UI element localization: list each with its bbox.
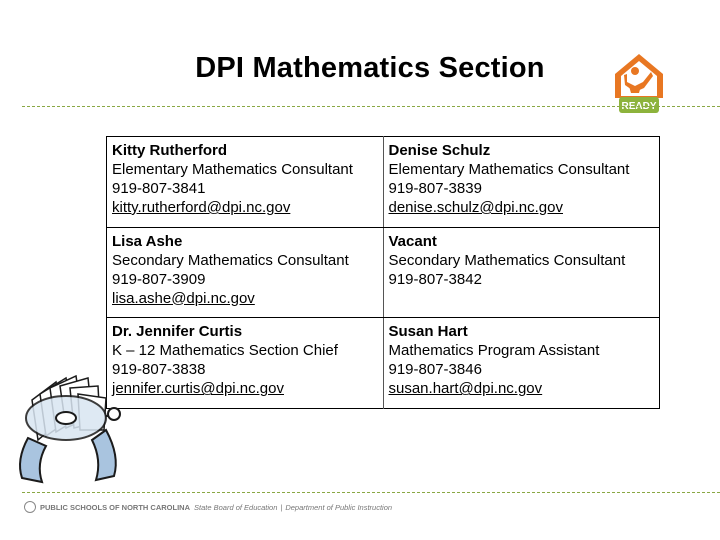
contact-role: Elementary Mathematics Consultant — [112, 161, 353, 178]
contact-phone: 919-807-3838 — [112, 361, 206, 379]
contact-role: Secondary Mathematics Consultant — [388, 251, 626, 269]
footer-separator: | — [280, 502, 283, 512]
contact-name: Susan Hart — [388, 323, 468, 341]
contact-cell — [383, 227, 660, 318]
contact-email-link[interactable]: lisa.ashe@dpi.nc.gov — [112, 289, 255, 307]
rolodex-icon — [10, 360, 128, 490]
contact-role: Elementary Mathematics Consultant — [388, 161, 630, 178]
divider-top — [22, 106, 720, 107]
contact-name: Kitty Rutherford — [112, 142, 227, 159]
footer-board: State Board of Education — [194, 502, 278, 512]
table-row — [107, 137, 660, 228]
contact-email-link[interactable]: susan.hart@dpi.nc.gov — [388, 380, 543, 398]
contact-name: Denise Schulz — [388, 142, 491, 159]
footer — [24, 501, 392, 513]
contact-role: K – 12 Mathematics Section Chief — [112, 342, 338, 360]
contact-phone: 919-807-3909 — [112, 270, 206, 288]
logo-text: READY — [621, 101, 657, 112]
contact-email-link[interactable]: denise.schulz@dpi.nc.gov — [388, 199, 563, 216]
contact-cell — [383, 137, 660, 228]
nc-seal-icon — [24, 501, 36, 513]
contact-email-link[interactable]: jennifer.curtis@dpi.nc.gov — [112, 380, 284, 398]
contact-cell — [107, 137, 384, 228]
footer-dept: Department of Public Instruction — [285, 502, 393, 512]
contact-cell — [383, 318, 660, 409]
contact-name: Lisa Ashe — [112, 232, 183, 250]
contact-phone: 919-807-3842 — [388, 270, 482, 288]
contact-phone: 919-807-3846 — [388, 361, 482, 379]
footer-schools: PUBLIC SCHOOLS OF NORTH CAROLINA — [40, 502, 190, 512]
contact-name: Dr. Jennifer Curtis — [112, 323, 243, 341]
page-title: DPI Mathematics Section — [195, 52, 545, 84]
contact-role: Secondary Mathematics Consultant — [112, 251, 349, 269]
contact-phone: 919-807-3839 — [388, 180, 482, 197]
table-row — [107, 318, 660, 409]
divider-bottom — [22, 492, 720, 493]
contact-phone: 919-807-3841 — [112, 180, 206, 197]
contact-email-link[interactable]: kitty.rutherford@dpi.nc.gov — [112, 199, 291, 216]
contacts-table — [106, 136, 660, 409]
table-row — [107, 227, 660, 318]
contact-cell — [107, 318, 384, 409]
contact-role: Mathematics Program Assistant — [388, 342, 600, 360]
contact-name: Vacant — [388, 232, 437, 250]
contact-cell — [107, 227, 384, 318]
